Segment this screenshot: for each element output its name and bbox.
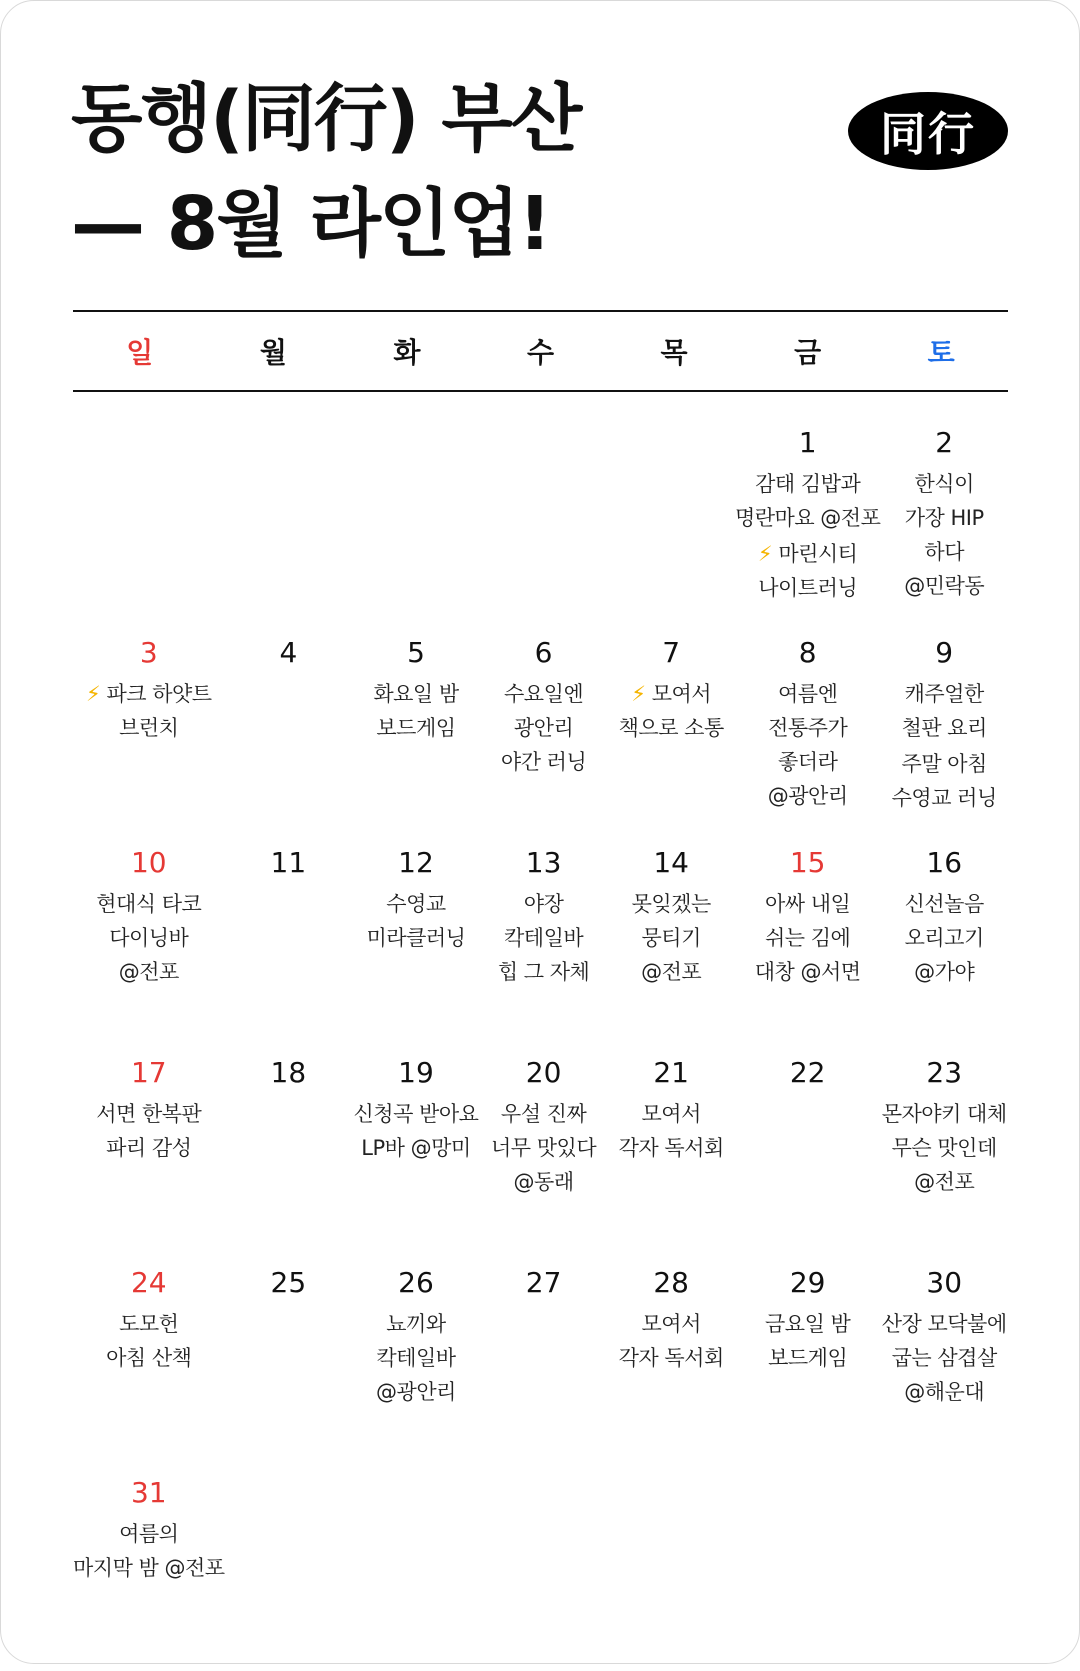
event-text	[73, 1097, 225, 1165]
event-line	[735, 571, 880, 605]
event-line	[352, 711, 480, 745]
day-number: 14	[653, 846, 689, 879]
brand-badge: 同行	[848, 92, 1008, 170]
event-line-text: 우설 진짜	[500, 1102, 587, 1126]
event-line	[352, 921, 480, 955]
day-cell-3	[73, 621, 225, 831]
event-line	[735, 887, 880, 921]
event-line-text: @동래	[513, 1170, 574, 1194]
event-line	[880, 921, 1008, 955]
event-line-text: 나이트러닝	[758, 576, 858, 600]
day-number: 15	[789, 846, 826, 879]
event-line	[73, 1097, 225, 1131]
day-number: 28	[653, 1266, 689, 1299]
event-text	[607, 1307, 735, 1375]
event-line-text: 다이닝바	[109, 926, 189, 950]
event-text	[352, 677, 480, 745]
event-line-text: @해운대	[904, 1380, 985, 1404]
event-line-text: 산장 모닥불에	[881, 1312, 1007, 1336]
day-number: 24	[130, 1266, 167, 1299]
event-line	[607, 887, 735, 921]
event-line	[352, 1097, 480, 1131]
event-line	[880, 467, 1008, 501]
event-line-text: 야장	[523, 892, 564, 916]
empty-cell	[73, 411, 225, 621]
day-cell-22	[735, 1041, 880, 1251]
event-line	[607, 1307, 735, 1341]
event-line-text: 마지막 밤 @전포	[73, 1556, 225, 1580]
event-line-text: @광안리	[767, 784, 848, 808]
day-number: 7	[662, 636, 681, 669]
event-line	[73, 711, 225, 745]
event-line-text: 굽는 삼겹살	[891, 1346, 997, 1370]
event-line-text: 신청곡 받아요	[353, 1102, 479, 1126]
day-cell-13	[480, 831, 608, 1041]
event-line-text: 신선놀음	[904, 892, 984, 916]
event-line-text: @전포	[118, 960, 179, 984]
event-text	[607, 677, 735, 745]
day-cell-2	[880, 411, 1008, 621]
event-line	[352, 1375, 480, 1409]
event-line-text: 보드게임	[376, 716, 456, 740]
event-line-text: 여름엔	[778, 682, 838, 706]
event-line-text: 주말 아침	[901, 752, 987, 776]
event-line-text: 뇨끼와	[386, 1312, 446, 1336]
day-cell-11	[225, 831, 353, 1041]
event-line	[73, 955, 225, 989]
day-cell-23	[880, 1041, 1008, 1251]
empty-cell	[352, 411, 480, 621]
event-text	[352, 887, 480, 955]
event-line	[73, 1517, 225, 1551]
event-line	[607, 1131, 735, 1165]
event-line	[480, 1165, 608, 1199]
day-number: 8	[798, 636, 817, 669]
event-text	[880, 887, 1008, 989]
day-cell-29	[735, 1251, 880, 1461]
weekday-fri: 금	[794, 336, 822, 369]
event-line-text: 금요일 밤	[765, 1312, 851, 1336]
event-text	[735, 537, 880, 605]
event-line-text: 브런치	[119, 716, 179, 740]
event-text	[880, 467, 1008, 603]
weekday-sat: 토	[927, 336, 955, 369]
event-line	[352, 1341, 480, 1375]
event-line-text: 못잊겠는	[631, 892, 711, 916]
day-number: 5	[407, 636, 425, 669]
event-line-text: 좋더라	[778, 750, 838, 774]
calendar-grid	[73, 411, 1008, 1671]
event-line	[73, 921, 225, 955]
weekday-tue: 화	[393, 336, 421, 369]
event-line-text: 아침 산책	[106, 1346, 192, 1370]
event-line-text: 야간 러닝	[500, 750, 587, 774]
event-line	[735, 745, 880, 779]
event-text	[735, 1307, 880, 1375]
event-line-text: 수요일엔	[504, 682, 584, 706]
day-number: 23	[926, 1056, 963, 1089]
day-cell-7	[607, 621, 735, 831]
event-line	[735, 467, 880, 501]
event-text	[480, 677, 608, 779]
event-line-text: 수영교 러닝	[891, 786, 997, 810]
event-line	[73, 887, 225, 921]
event-line	[480, 955, 608, 989]
day-cell-8	[735, 621, 880, 831]
event-line-text: 각자 독서회	[618, 1136, 724, 1160]
day-cell-10	[73, 831, 225, 1041]
event-line	[880, 887, 1008, 921]
event-text	[352, 1307, 480, 1409]
day-cell-24	[73, 1251, 225, 1461]
day-cell-14	[607, 831, 735, 1041]
day-number: 31	[130, 1476, 167, 1509]
day-number: 3	[139, 636, 158, 669]
lightning-icon: ⚡	[86, 682, 101, 706]
event-line-text: @가야	[914, 960, 975, 984]
empty-cell	[225, 411, 353, 621]
event-text	[607, 887, 735, 989]
event-line	[880, 1097, 1008, 1131]
day-cell-30	[880, 1251, 1008, 1461]
day-cell-28	[607, 1251, 735, 1461]
weekday-thu: 목	[660, 336, 688, 369]
event-line-text: @전포	[914, 1170, 975, 1194]
event-line-text: 모여서	[651, 682, 712, 706]
event-line	[480, 711, 608, 745]
event-line	[480, 921, 608, 955]
event-line-text: 보드게임	[768, 1346, 848, 1370]
event-line	[352, 887, 480, 921]
event-line	[73, 1307, 225, 1341]
event-line-text: 현대식 타코	[96, 892, 202, 916]
event-line	[735, 711, 880, 745]
event-line	[73, 677, 225, 711]
event-line	[735, 501, 880, 535]
event-line-text: 아싸 내일	[765, 892, 851, 916]
day-cell-25	[225, 1251, 353, 1461]
event-line-text: 파리 감성	[106, 1136, 192, 1160]
event-text	[352, 1097, 480, 1165]
event-line	[880, 747, 1008, 781]
event-text	[735, 467, 880, 535]
day-number: 6	[534, 636, 553, 669]
event-line-text: 힙 그 자체	[497, 960, 590, 984]
event-line-text: 모여서	[641, 1102, 701, 1126]
day-cell-18	[225, 1041, 353, 1251]
event-line-text: 한식이	[914, 472, 974, 496]
day-cell-20	[480, 1041, 608, 1251]
event-line	[880, 781, 1008, 815]
day-number: 29	[789, 1266, 826, 1299]
day-cell-5	[352, 621, 480, 831]
event-line-text: 광안리	[513, 716, 574, 740]
event-text	[735, 677, 880, 813]
day-number: 20	[525, 1056, 562, 1089]
event-line-text: 철판 요리	[901, 716, 987, 740]
event-line-text: 서면 한복판	[96, 1102, 202, 1126]
event-line-text: 무슨 맛인데	[891, 1136, 997, 1160]
day-cell-26	[352, 1251, 480, 1461]
day-number: 2	[935, 426, 954, 459]
day-number: 30	[926, 1266, 963, 1299]
event-line-text: LP바 @망미	[361, 1136, 471, 1160]
day-number: 12	[398, 846, 434, 879]
event-line	[880, 501, 1008, 535]
event-line	[480, 745, 608, 779]
day-cell-31	[73, 1461, 225, 1671]
event-line	[735, 1341, 880, 1375]
event-line	[352, 677, 480, 711]
event-line	[735, 1307, 880, 1341]
title-line-2: — 8월 라인업!	[71, 181, 550, 267]
day-number: 25	[270, 1266, 307, 1299]
event-line	[607, 955, 735, 989]
day-number: 17	[130, 1056, 167, 1089]
event-line	[735, 677, 880, 711]
event-line	[880, 711, 1008, 745]
event-line-text: 마린시티	[778, 542, 858, 566]
day-cell-9	[880, 621, 1008, 831]
day-number: 18	[270, 1056, 307, 1089]
event-line-text: @전포	[641, 960, 702, 984]
day-number: 26	[398, 1266, 434, 1299]
day-cell-27	[480, 1251, 608, 1461]
event-line	[607, 1341, 735, 1375]
weekday-mon: 월	[259, 336, 287, 369]
event-line-text: 오리고기	[904, 926, 984, 950]
event-text	[880, 677, 1008, 745]
event-line-text: 감태 김밥과	[755, 472, 861, 496]
day-number: 21	[653, 1056, 689, 1089]
event-line	[735, 779, 880, 813]
day-number: 4	[279, 636, 298, 669]
event-line-text: 칵테일바	[376, 1346, 456, 1370]
day-cell-16	[880, 831, 1008, 1041]
event-line	[880, 535, 1008, 569]
event-line	[480, 677, 608, 711]
event-text	[880, 747, 1008, 815]
event-line-text: @광안리	[376, 1380, 456, 1404]
day-number: 16	[926, 846, 963, 879]
weekday-header	[73, 310, 1008, 392]
event-line-text: 각자 독서회	[618, 1346, 724, 1370]
event-line	[880, 1341, 1008, 1375]
event-line-text: 캐주얼한	[904, 682, 984, 706]
event-line-text: 칵테일바	[504, 926, 584, 950]
event-line-text: 도모헌	[119, 1312, 179, 1336]
event-text	[735, 887, 880, 989]
day-cell-4	[225, 621, 353, 831]
day-number: 10	[130, 846, 167, 879]
event-text	[73, 1517, 225, 1585]
title-line-1: 동행(同行) 부산	[71, 76, 581, 162]
day-cell-17	[73, 1041, 225, 1251]
event-line-text: @민락동	[904, 574, 985, 598]
event-line	[880, 1165, 1008, 1199]
event-line-text: 파크 하얏트	[106, 682, 212, 706]
day-cell-6	[480, 621, 608, 831]
event-line	[607, 711, 735, 745]
day-cell-21	[607, 1041, 735, 1251]
event-line-text: 전통주가	[768, 716, 848, 740]
event-line	[73, 1341, 225, 1375]
event-line	[880, 1375, 1008, 1409]
event-line	[73, 1551, 225, 1585]
day-number: 9	[935, 636, 954, 669]
day-number: 22	[789, 1056, 826, 1089]
event-line-text: 화요일 밤	[373, 682, 459, 706]
event-line	[735, 955, 880, 989]
event-line	[480, 887, 608, 921]
event-text	[73, 887, 225, 989]
event-line	[480, 1131, 608, 1165]
event-line	[73, 1131, 225, 1165]
event-line	[880, 677, 1008, 711]
empty-cell	[607, 411, 735, 621]
event-line	[607, 1097, 735, 1131]
event-line	[352, 1307, 480, 1341]
day-cell-1	[735, 411, 880, 621]
event-line-text: 뭉티기	[641, 926, 701, 950]
weekday-sun: 일	[126, 336, 154, 369]
event-line-text: 여름의	[119, 1522, 179, 1546]
weekday-wed: 수	[526, 336, 555, 369]
day-number: 13	[525, 846, 562, 879]
day-cell-15	[735, 831, 880, 1041]
event-line-text: 수영교	[386, 892, 446, 916]
day-number: 27	[525, 1266, 562, 1299]
event-line-text: 미라클러닝	[366, 926, 466, 950]
event-text	[73, 1307, 225, 1375]
event-text	[607, 1097, 735, 1165]
event-line	[880, 1307, 1008, 1341]
event-line-text: 너무 맛있다	[491, 1136, 597, 1160]
page-title	[71, 67, 580, 277]
event-line	[880, 569, 1008, 603]
event-text	[73, 677, 225, 745]
event-line-text: 쉬는 김에	[765, 926, 851, 950]
event-line-text: 명란마요 @전포	[734, 506, 881, 530]
event-line-text: 하다	[924, 540, 964, 564]
event-line	[880, 1131, 1008, 1165]
day-number: 19	[398, 1056, 434, 1089]
event-text	[880, 1097, 1008, 1199]
event-line-text: 대창 @서면	[754, 960, 861, 984]
day-cell-12	[352, 831, 480, 1041]
event-line	[352, 1131, 480, 1165]
event-line	[880, 955, 1008, 989]
event-line	[735, 921, 880, 955]
event-text	[480, 887, 608, 989]
lightning-icon: ⚡	[631, 682, 646, 706]
event-text	[480, 1097, 608, 1199]
event-line-text: 모여서	[641, 1312, 701, 1336]
event-line	[607, 677, 735, 711]
lightning-icon: ⚡	[757, 542, 773, 566]
event-line	[735, 537, 880, 571]
day-cell-19	[352, 1041, 480, 1251]
empty-cell	[480, 411, 608, 621]
event-line-text: 책으로 소통	[618, 716, 724, 740]
day-number: 11	[270, 846, 307, 879]
event-line	[480, 1097, 608, 1131]
event-text	[880, 1307, 1008, 1409]
event-line	[607, 921, 735, 955]
day-number: 1	[798, 426, 817, 459]
event-line-text: 가장 HIP	[904, 506, 984, 530]
event-line-text: 몬자야키 대체	[881, 1102, 1007, 1126]
